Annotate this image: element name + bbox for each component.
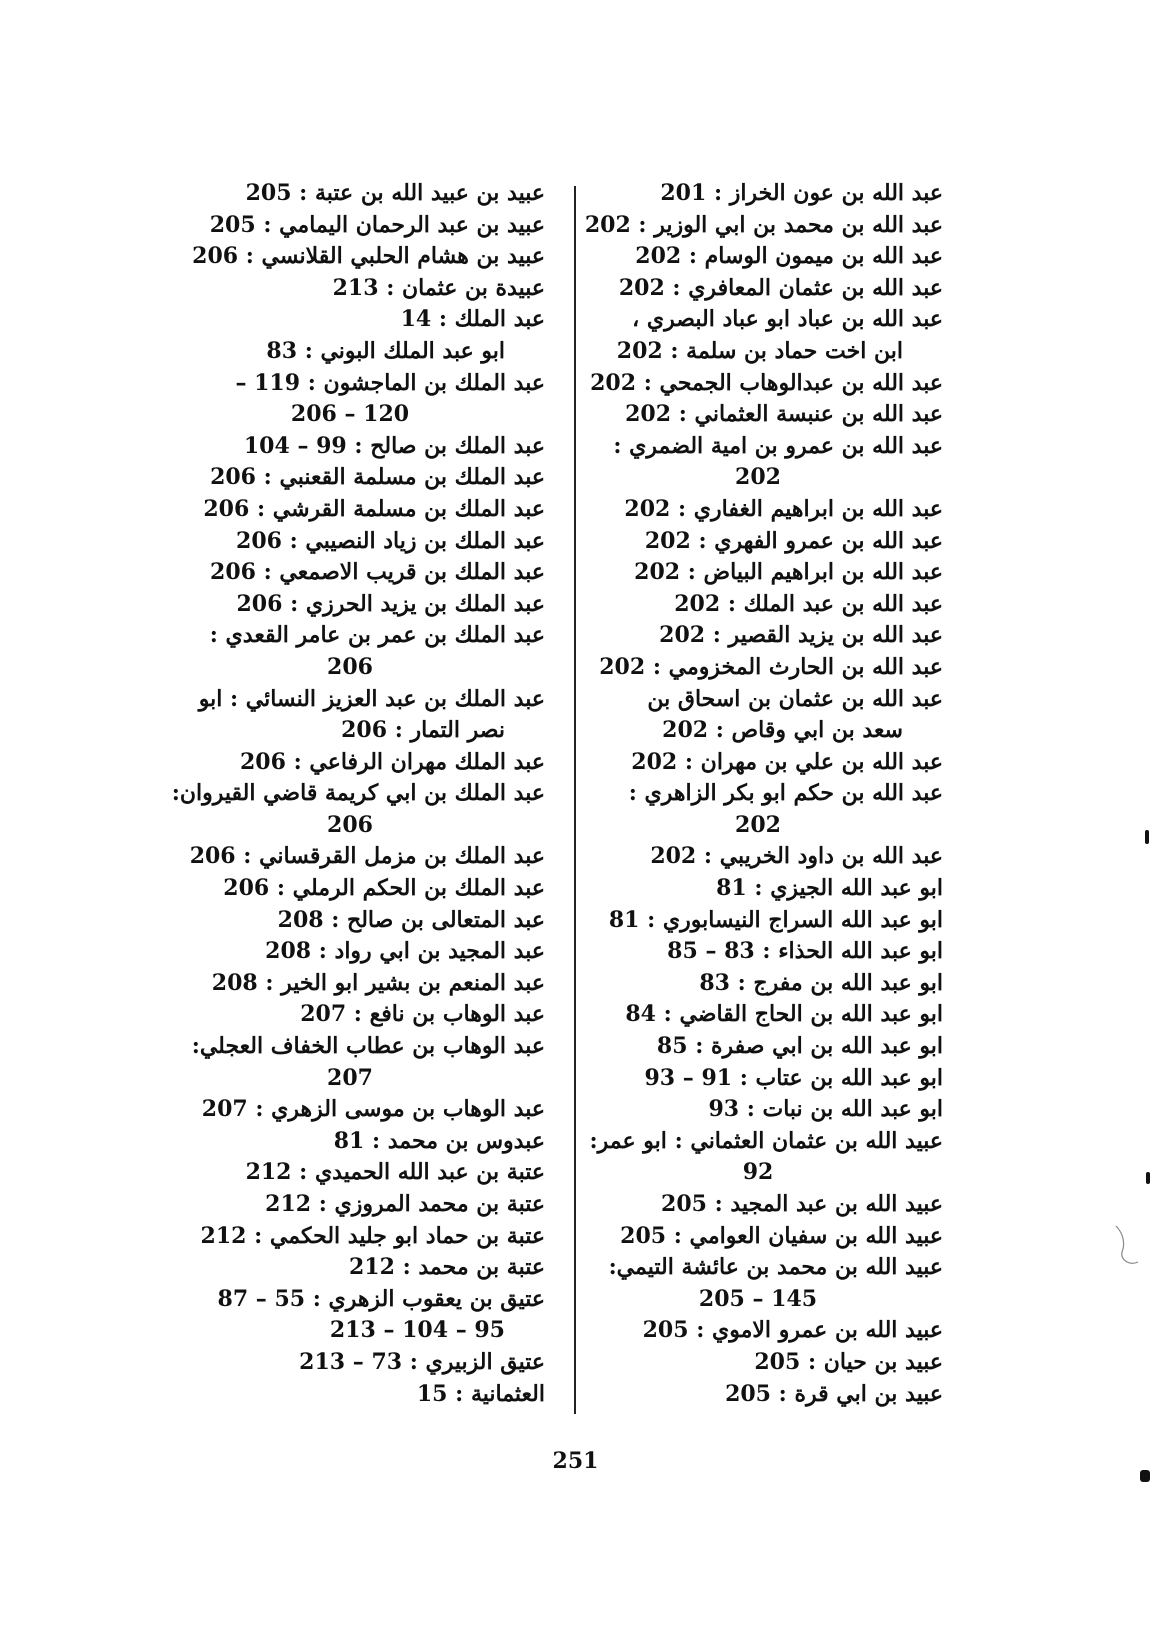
index-entry: عبيد بن عبد الرحمان اليمامي : 205: [209, 211, 545, 238]
index-entry-continuation: 202: [735, 464, 781, 491]
index-entry: عبد الله بن ابراهيم الغفاري : 202: [624, 495, 943, 522]
index-entry: عبد الله بن حكم ابو بكر الزاهري :: [628, 780, 943, 807]
index-entry: عبد الله بن عنبسة العثماني : 202: [625, 401, 943, 428]
index-entry: عبد المنعم بن بشير ابو الخير : 208: [211, 969, 545, 996]
index-entry: عبيد بن ابي قرة : 205: [725, 1380, 943, 1407]
index-entry: عبيد بن هشام الحلبي القلانسي : 206: [192, 243, 545, 270]
index-entry: عبد المتعالى بن صالح : 208: [277, 906, 545, 933]
index-entry: عتيق بن يعقوب الزهري : 55 – 87: [217, 1285, 545, 1312]
index-entry: عبد الله بن يزيد القصير : 202: [659, 622, 943, 649]
index-entry: عبيد الله بن عثمان العثماني : ابو عمر:: [589, 1127, 943, 1154]
index-entry: عبد الله بن عباد ابو عباد البصري ،: [632, 306, 943, 333]
index-entry: عبد الملك بن يزيد الحرزي : 206: [236, 590, 545, 617]
scan-mark: [1145, 830, 1149, 844]
index-entry: عبد الملك بن قريب الاصمعي : 206: [210, 559, 545, 586]
index-entry: عبد الملك بن مزمل القرقساني : 206: [189, 843, 545, 870]
index-entry: ابو عبد الله بن ابي صفرة : 85: [656, 1033, 943, 1060]
index-entry: عبيدة بن عثمان : 213: [332, 274, 545, 301]
index-entry: عبيد الله بن عمرو الاموي : 205: [642, 1317, 943, 1344]
index-entry: عبيد الله بن سفيان العوامي : 205: [620, 1222, 943, 1249]
page-number: 251: [552, 1448, 599, 1474]
column-divider: [574, 186, 576, 1414]
index-entry: عبيد بن حيان : 205: [754, 1348, 943, 1375]
index-entry: عبد الملك : 14: [400, 306, 545, 333]
index-entry: عبدوس بن محمد : 81: [333, 1127, 545, 1154]
index-column-right: [573, 178, 943, 1410]
index-entry: عبد الله بن عمرو الفهري : 202: [644, 527, 943, 554]
scan-squiggle: [1112, 1222, 1142, 1272]
scan-mark: [1146, 1172, 1150, 1184]
index-entry-continuation: 207: [327, 1064, 373, 1091]
index-entry: عبيد الله بن عبد المجيد : 205: [661, 1191, 943, 1217]
index-entry: عبد الله بن عثمان بن اسحاق بن: [647, 685, 943, 712]
index-entry-continuation: 120 – 206: [290, 401, 410, 428]
index-entry: عبد الملك مهران الرفاعي : 206: [240, 748, 545, 775]
index-entry: ابو عبد الله الحذاء : 83 – 85: [667, 938, 943, 965]
index-entry: عبد الملك بن مسلمة القرشي : 206: [203, 495, 545, 522]
index-entry: عبد الله بن داود الخريبي : 202: [650, 843, 943, 870]
index-entry: عبد الوهاب بن نافع : 207: [300, 1001, 545, 1028]
index-entry: ابو عبد الله بن عتاب : 91 – 93: [644, 1064, 943, 1091]
index-entry-continuation: 95 – 104 – 213: [329, 1317, 505, 1344]
index-entry-continuation: نصر التمار : 206: [341, 717, 505, 744]
index-entry: عبد الوهاب بن عطاب الخفاف العجلي:: [191, 1033, 545, 1060]
index-entry-continuation: 206: [327, 811, 373, 838]
index-entry: عتيق الزبيري : 73 – 213: [299, 1348, 545, 1375]
index-entry: عبد الله بن عون الخراز : 201: [660, 180, 943, 206]
index-entry-continuation: 202: [735, 811, 781, 838]
index-entry: عبد المجيد بن ابي رواد : 208: [265, 938, 545, 965]
index-entry-continuation: 92: [742, 1159, 774, 1186]
index-entry: عتبة بن محمد المروزي : 212: [265, 1191, 545, 1217]
index-entry: عبيد بن عبيد الله بن عتبة : 205: [245, 180, 545, 206]
index-entry: عبد الله بن عثمان المعافري : 202: [618, 274, 943, 301]
index-entry: عبد الله بن علي بن مهران : 202: [631, 748, 943, 775]
index-entry: عبيد الله بن محمد بن عائشة التيمي:: [608, 1254, 943, 1281]
index-entry: عبد الله بن ميمون الوسام : 202: [635, 243, 943, 270]
index-entry: عبد الملك بن الحكم الرملي : 206: [223, 875, 545, 902]
index-entry: ابو عبد الله الجيزي : 81: [716, 875, 943, 902]
scan-mark: [1140, 1470, 1150, 1482]
index-entry: عبد الله بن عمرو بن امية الضمري :: [613, 432, 943, 459]
index-entry: عبد الملك بن مسلمة القعنبي : 206: [210, 464, 545, 491]
index-entry: عبد الوهاب بن موسى الزهري : 207: [201, 1096, 545, 1123]
index-entry: ابو عبد الله بن الحاج القاضي : 84: [625, 1001, 943, 1028]
index-entry: ابو عبد الله السراج النيسابوري : 81: [608, 906, 943, 933]
index-entry: ابو عبد الله بن مفرج : 83: [699, 969, 943, 996]
index-entry: عبد الملك بن الماجشون : 119 –: [235, 369, 545, 396]
index-entry-continuation: سعد بن ابي وقاص : 202: [662, 717, 903, 744]
index-column-left: [155, 178, 545, 1410]
index-entry: عبد الملك بن عبد العزيز النسائي : ابو: [198, 685, 545, 712]
index-entry: عبد الله بن ابراهيم البياض : 202: [634, 559, 943, 586]
index-entry: عبد الله بن عبد الملك : 202: [674, 590, 943, 617]
index-entry-continuation: 145 – 205: [698, 1285, 818, 1312]
index-entry: العثمانية : 15: [416, 1380, 545, 1407]
index-entry: ابو عبد الله بن نبات : 93: [708, 1096, 943, 1123]
index-entry: عتبة بن حماد ابو جليد الحكمي : 212: [200, 1222, 545, 1249]
index-entry-continuation: 206: [327, 653, 373, 680]
index-entry: عبد الملك بن ابي كريمة قاضي القيروان:: [171, 780, 545, 807]
index-entry: عتبة بن عبد الله الحميدي : 212: [245, 1159, 545, 1186]
index-entry: عبد الملك بن عمر بن عامر القعدي :: [209, 622, 545, 649]
index-entry: عبد الملك بن زياد النصيبي : 206: [236, 527, 545, 554]
index-entry-continuation: ابن اخت حماد بن سلمة : 202: [616, 337, 903, 364]
index-entry: ابو عبد الملك البوني : 83: [266, 337, 505, 364]
index-entry: عتبة بن محمد : 212: [348, 1254, 545, 1281]
index-entry: عبد الله بن محمد بن ابي الوزير : 202: [584, 211, 943, 238]
index-entry: عبد الله بن الحارث المخزومي : 202: [599, 653, 943, 680]
index-entry: عبد الملك بن صالح : 99 – 104: [243, 432, 545, 459]
index-entry: عبد الله بن عبدالوهاب الجمحي : 202: [590, 369, 943, 396]
